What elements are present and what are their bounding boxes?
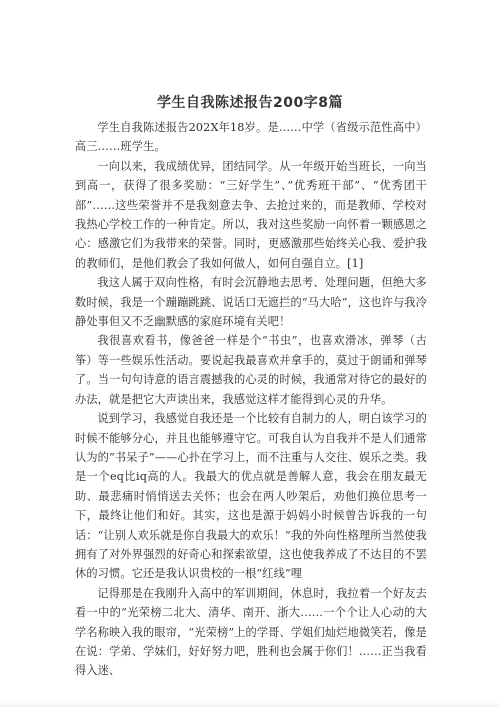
paragraph: 说到学习，我感觉自我还是一个比较有自制力的人，明白该学习的时候不能够分心，并且也能够遵守它。可我自认为自我并不是人们通常认为的“书呆子”——心扑在学习上，而不注重与人交往、娱乐之类。我是一个eq比iq高的人。我最大的优点就是善解人意，我会在朋友最无助、最悲痛时悄悄送去关怀；也会在两人吵架后，劝他们换位思考一下，最终让他们和好。其实，这也是源于妈妈小时候曾告诉我的一句话：“让别人欢乐就是你自我最大的欢乐！”我的外向性格理所当然使我拥有了对外界强烈的好奇心和探索欲望，这也使我养成了不达目的不罢休的习惯。它还是我认识贵校的一根“红线”哩	[75, 412, 427, 581]
paragraph: 记得那是在我刚升入高中的军训期间，休息时，我拉着一个好友去看一中的“光荣榜二北大、清华、南开、浙大……一个个让人心动的大学名称映入我的眼帘，“光荣榜”上的学哥、学姐们灿烂地微笑若，像是在说：学弟、学妹们，好好努力吧，胜利也会属于你们！……正当我看得入迷、	[75, 586, 427, 678]
document-body	[75, 118, 427, 681]
paragraph: 我很喜欢看书，像爸爸一样是个“书虫”，也喜欢滑冰，弹琴（古筝）等一些娱乐性活动。要说起我最喜欢并拿手的，莫过于朗诵和弹琴了。当一句句诗意的语言震撼我的心灵的时候，我通常对待它的最好的办法，就是把它大声读出来，我感觉这样才能得到心灵的升华。	[75, 334, 427, 406]
paragraph: 我这人属于双向性格，有时会沉静地去思考、处理问题，但绝大多数时候，我是一个蹦蹦跳跳、说话口无遮拦的“马大哈”，这也许与我冷静处事但又不乏幽默感的家庭环境有关吧！	[75, 276, 427, 329]
paragraph: 学生自我陈述报告202X年18岁。是……中学（省级示范性高中）高三……班学生。	[75, 121, 427, 154]
document-title: 学生自我陈述报告200字8篇	[157, 95, 343, 111]
paragraph: 一向以来，我成绩优异，团结同学。从一年级开始当班长，一向当到高一，获得了很多奖励：“三好学生”、”优秀班干部”、“优秀团干部”……这些荣誉并不是我刻意去争、去抢过来的，而是教师、学校对我热心学校工作的一种肯定。所以，我对这些奖励一向怀着一颗感恩之心：感激它们为我带来的荣誉。同时，更感激那些始终关心我、爱护我的教师们，是他们教会了我如何做人，如何自强自立。[1]	[75, 159, 427, 270]
page-bottom-edge	[0, 701, 500, 707]
